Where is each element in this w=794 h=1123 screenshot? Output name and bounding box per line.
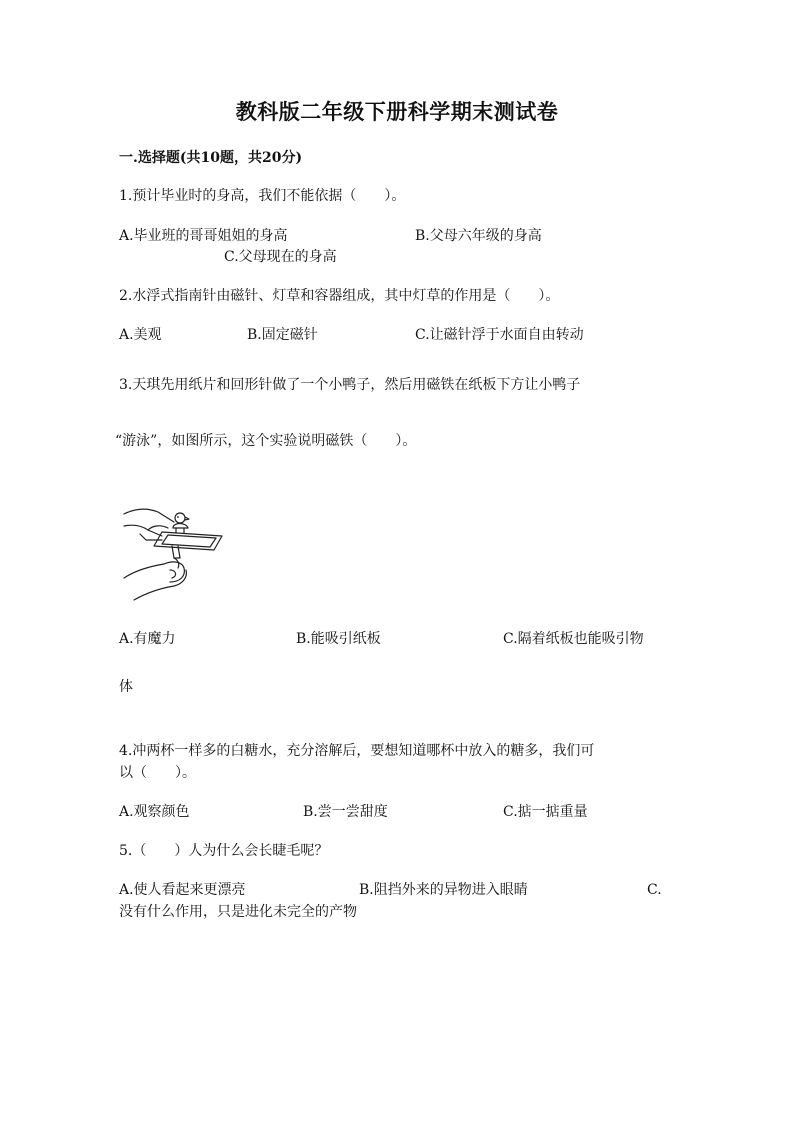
question-4-option-a: A.观察颜色 xyxy=(119,804,190,820)
question-1-stem: 1.预计毕业时的身高，我们不能依据（ ）。 xyxy=(119,188,406,204)
question-5-option-c: C. xyxy=(647,882,662,898)
page-title: 教科版二年级下册科学期末测试卷 xyxy=(235,99,559,124)
question-5-option-c-wrap: 没有什么作用，只是进化未完全的产物 xyxy=(119,904,357,920)
question-4-stem-line2: 以（ ）。 xyxy=(119,765,196,781)
question-3-stem-line2: “游泳”，如图所示，这个实验说明磁铁（ ）。 xyxy=(115,433,417,449)
question-4-option-c: C.掂一掂重量 xyxy=(503,804,588,820)
question-1-option-c: C.父母现在的身高 xyxy=(224,249,337,265)
question-2-option-b: B.固定磁针 xyxy=(247,327,318,343)
question-3-option-c-wrap: 体 xyxy=(119,679,133,695)
question-4-stem-line1: 4.冲两杯一样多的白糖水，充分溶解后，要想知道哪杯中放入的糖多，我们可 xyxy=(119,743,595,759)
question-2-option-a: A.美观 xyxy=(119,327,162,343)
question-3-option-b: B.能吸引纸板 xyxy=(296,631,381,647)
question-1-option-b: B.父母六年级的身高 xyxy=(415,228,542,244)
question-5-option-b: B.阻挡外来的异物进入眼睛 xyxy=(359,882,528,898)
question-1-option-a: A.毕业班的哥哥姐姐的身高 xyxy=(119,228,288,244)
question-3-option-c: C.隔着纸板也能吸引物 xyxy=(503,631,644,647)
question-2-option-c: C.让磁针浮于水面自由转动 xyxy=(415,327,584,343)
section-heading: 一.选择题(共10题，共20分) xyxy=(119,150,303,166)
question-3-stem-line1: 3.天琪先用纸片和回形针做了一个小鸭子，然后用磁铁在纸板下方让小鸭子 xyxy=(119,377,581,393)
magnet-duck-figure xyxy=(118,500,228,602)
question-2-stem: 2.水浮式指南针由磁针、灯草和容器组成，其中灯草的作用是（ ）。 xyxy=(119,288,560,304)
question-3-option-a: A.有魔力 xyxy=(119,631,176,647)
question-4-option-b: B.尝一尝甜度 xyxy=(303,804,388,820)
question-5-option-a: A.使人看起来更漂亮 xyxy=(119,882,246,898)
question-5-stem: 5.（ ）人为什么会长睫毛呢？ xyxy=(119,843,329,859)
